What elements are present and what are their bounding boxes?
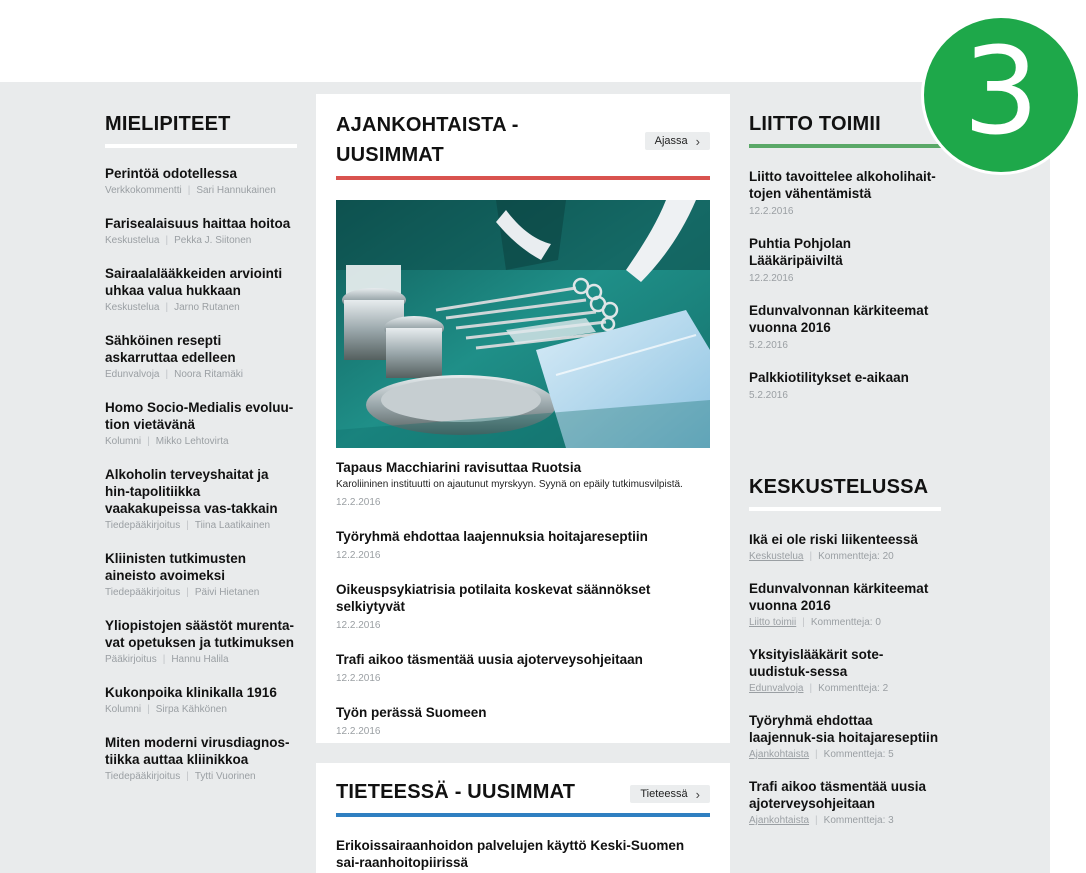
chevron-right-icon: › [695, 786, 700, 802]
science-news-title[interactable]: Erikoissairaanhoidon palvelujen käyttö Keski-Suomen sai-raanhoitopiirissä [336, 838, 685, 870]
science-news-heading-rule [336, 813, 710, 817]
discussion-item-title[interactable]: Edunvalvonnan kärkiteemat vuonna 2016 [749, 581, 929, 613]
discussion-category-link[interactable]: Ajankohtaista [749, 749, 810, 760]
discussion-section [749, 475, 941, 828]
opinion-author: Sirpa Kähkönen [155, 704, 227, 715]
union-item[interactable] [749, 369, 941, 403]
opinion-item[interactable] [105, 265, 297, 315]
opinion-title[interactable]: Sähköinen resepti askarruttaa edelleen [105, 333, 236, 365]
opinion-meta: Keskustelua | Pekka J. Siitonen [105, 235, 252, 246]
opinion-meta: Tiedepääkirjoitus | Tytti Vuorinen [105, 771, 256, 782]
opinions-section [105, 112, 297, 784]
opinion-author: Mikko Lehtovirta [155, 436, 229, 447]
discussion-comment-count: Kommentteja: 3 [823, 815, 894, 826]
news-title[interactable]: Oikeuspsykiatrisia potilaita koskevat säännökset selkiytyvät [336, 582, 651, 614]
discussion-item-title[interactable]: Ikä ei ole riski liikenteessä [749, 532, 918, 547]
discussion-category-link[interactable]: Edunvalvoja [749, 683, 804, 694]
discussion-item-title[interactable]: Yksityislääkärit sote-uudistuk-sessa [749, 647, 884, 679]
current-news-header [336, 110, 710, 170]
science-news-panel [316, 763, 730, 873]
news-date: 12.2.2016 [336, 673, 381, 684]
tieteessa-link-button[interactable] [630, 785, 710, 803]
discussion-item-meta: Ajankohtaista | Kommentteja: 5 [749, 749, 894, 760]
opinion-meta: Kolumni | Mikko Lehtovirta [105, 436, 229, 447]
discussion-comment-count: Kommentteja: 0 [810, 617, 881, 628]
opinion-author: Noora Ritamäki [174, 369, 244, 380]
discussion-item-meta: Ajankohtaista | Kommentteja: 3 [749, 815, 894, 826]
opinion-title[interactable]: Perintöä odotellessa [105, 166, 238, 181]
opinion-meta: Edunvalvoja | Noora Ritamäki [105, 369, 244, 380]
chevron-right-icon: › [695, 133, 700, 149]
opinion-meta: Verkkokommentti | Sari Hannukainen [105, 185, 276, 196]
news-item[interactable] [336, 651, 710, 686]
news-date: 12.2.2016 [336, 550, 381, 561]
opinion-author: Päivi Hietanen [194, 587, 260, 598]
discussion-item[interactable] [749, 646, 941, 696]
opinion-category: Verkkokommentti [105, 185, 182, 196]
opinion-author: Jarno Rutanen [174, 302, 240, 313]
news-title[interactable]: Trafi aikoo täsmentää uusia ajoterveysohjeitaan [336, 652, 643, 667]
opinion-item[interactable] [105, 215, 297, 248]
opinion-meta: Keskustelua | Jarno Rutanen [105, 302, 240, 313]
opinion-category: Keskustelua [105, 302, 160, 313]
opinion-title[interactable]: Yliopistojen säästöt murenta-vat opetuksen ja tutkimuksen [105, 618, 295, 650]
ajassa-link-label: Ajassa [654, 135, 688, 147]
opinions-heading: MIELIPITEET [105, 113, 231, 135]
news-title[interactable]: Työn perässä Suomeen [336, 705, 487, 720]
opinion-title[interactable]: Kliinisten tutkimusten aineisto avoimeksi [105, 551, 247, 583]
union-item-title[interactable]: Liitto tavoittelee alkoholihait-tojen vähentämistä [749, 169, 936, 201]
featured-news-image[interactable] [336, 200, 710, 448]
opinion-item[interactable] [105, 332, 297, 382]
union-item-title[interactable]: Palkkiotilitykset e-aikaan [749, 370, 909, 385]
tieteessa-link-label: Tieteessä [640, 788, 688, 800]
union-item[interactable] [749, 168, 941, 219]
discussion-item-meta: Liitto toimii | Kommentteja: 0 [749, 617, 881, 628]
opinion-category: Tiedepääkirjoitus [105, 520, 181, 531]
science-news-item[interactable] [336, 837, 710, 871]
featured-news-date: 12.2.2016 [336, 497, 381, 508]
opinions-heading-rule [105, 144, 297, 148]
discussion-item[interactable] [749, 580, 941, 630]
opinion-item[interactable] [105, 617, 297, 667]
discussion-item-title[interactable]: Trafi aikoo täsmentää uusia ajoterveysohjeitaan [749, 779, 927, 811]
opinion-title[interactable]: Kukonpoika klinikalla 1916 [105, 685, 277, 700]
step-number-badge: 3 [921, 15, 1081, 175]
featured-news-item[interactable] [336, 459, 710, 510]
union-item[interactable] [749, 235, 941, 286]
opinion-meta: Tiedepääkirjoitus | Päivi Hietanen [105, 587, 260, 598]
news-title[interactable]: Työryhmä ehdottaa laajennuksia hoitajareseptiin [336, 529, 648, 544]
discussion-item-meta: Keskustelua | Kommentteja: 20 [749, 551, 894, 562]
union-section [749, 112, 941, 403]
current-news-panel [316, 94, 730, 743]
featured-news-title[interactable]: Tapaus Macchiarini ravisuttaa Ruotsia [336, 460, 582, 475]
news-date: 12.2.2016 [336, 726, 381, 737]
opinion-title[interactable]: Sairaalalääkkeiden arviointi uhkaa valua hukkaan [105, 266, 283, 298]
union-heading: LIITTO TOIMII [749, 113, 881, 135]
news-date: 12.2.2016 [336, 620, 381, 631]
opinion-item[interactable] [105, 550, 297, 600]
opinion-title[interactable]: Farisealaisuus haittaa hoitoa [105, 216, 291, 231]
discussion-category-link[interactable]: Liitto toimii [749, 617, 797, 628]
ajassa-link-button[interactable] [645, 132, 710, 150]
discussion-heading-rule [749, 507, 941, 511]
discussion-item[interactable] [749, 531, 941, 564]
current-news-heading-rule [336, 176, 710, 180]
opinion-title[interactable]: Miten moderni virusdiagnos-tiikka auttaa kliinikkoa [105, 735, 290, 767]
opinion-meta: Kolumni | Sirpa Kähkönen [105, 704, 227, 715]
current-news-heading: AJANKOHTAISTA - UUSIMMAT [336, 114, 519, 166]
opinion-item[interactable] [105, 399, 297, 449]
opinion-author: Tytti Vuorinen [194, 771, 256, 782]
right-page-margin [1050, 82, 1086, 873]
opinion-title[interactable]: Alkoholin terveyshaitat ja hin-tapolitiikka vaakakupeissa vas-takkain [105, 467, 278, 516]
opinion-category: Tiedepääkirjoitus [105, 587, 181, 598]
union-item[interactable] [749, 302, 941, 353]
opinion-item[interactable] [105, 165, 297, 198]
news-item[interactable] [336, 704, 710, 739]
science-news-heading: TIETEESSÄ - UUSIMMAT [336, 781, 576, 803]
opinion-meta: Tiedepääkirjoitus | Tiina Laatikainen [105, 520, 271, 531]
discussion-item[interactable] [749, 778, 941, 828]
surgical-instruments-illustration [336, 200, 710, 448]
union-item-date: 12.2.2016 [749, 206, 794, 217]
union-item-date: 5.2.2016 [749, 390, 788, 401]
discussion-item-title[interactable]: Työryhmä ehdottaa laajennuk-sia hoitajareseptiin [749, 713, 939, 745]
opinion-category: Edunvalvoja [105, 369, 160, 380]
discussion-comment-count: Kommentteja: 5 [823, 749, 894, 760]
union-item-date: 5.2.2016 [749, 340, 788, 351]
opinion-author: Tiina Laatikainen [194, 520, 271, 531]
opinion-category: Keskustelua [105, 235, 160, 246]
union-item-title[interactable]: Puhtia Pohjolan Lääkäripäiviltä [749, 236, 852, 268]
opinion-title[interactable]: Homo Socio-Medialis evoluu-tion vietävänä [105, 400, 294, 432]
news-item[interactable] [336, 581, 710, 633]
discussion-comment-count: Kommentteja: 20 [818, 551, 894, 562]
union-heading-rule [749, 144, 941, 148]
featured-news-lead: Karoliininen instituutti on ajautunut myrskyyn. Syynä on epäily tutkimusvilpistä. [336, 479, 683, 490]
opinion-item[interactable] [105, 734, 297, 784]
opinion-item[interactable] [105, 466, 297, 533]
discussion-comment-count: Kommentteja: 2 [818, 683, 889, 694]
opinion-category: Kolumni [105, 704, 142, 715]
news-item[interactable] [336, 528, 710, 563]
discussion-item-meta: Edunvalvoja | Kommentteja: 2 [749, 683, 889, 694]
opinion-author: Hannu Halila [171, 654, 229, 665]
opinion-author: Sari Hannukainen [196, 185, 276, 196]
opinion-category: Pääkirjoitus [105, 654, 157, 665]
union-item-date: 12.2.2016 [749, 273, 794, 284]
science-news-header [336, 777, 710, 807]
discussion-category-link[interactable]: Keskustelua [749, 551, 804, 562]
opinion-author: Pekka J. Siitonen [174, 235, 252, 246]
union-item-title[interactable]: Edunvalvonnan kärkiteemat vuonna 2016 [749, 303, 929, 335]
opinion-category: Tiedepääkirjoitus [105, 771, 181, 782]
discussion-category-link[interactable]: Ajankohtaista [749, 815, 810, 826]
discussion-heading: KESKUSTELUSSA [749, 476, 929, 498]
opinion-meta: Pääkirjoitus | Hannu Halila [105, 654, 229, 665]
opinion-item[interactable] [105, 684, 297, 717]
opinion-category: Kolumni [105, 436, 142, 447]
discussion-item[interactable] [749, 712, 941, 762]
